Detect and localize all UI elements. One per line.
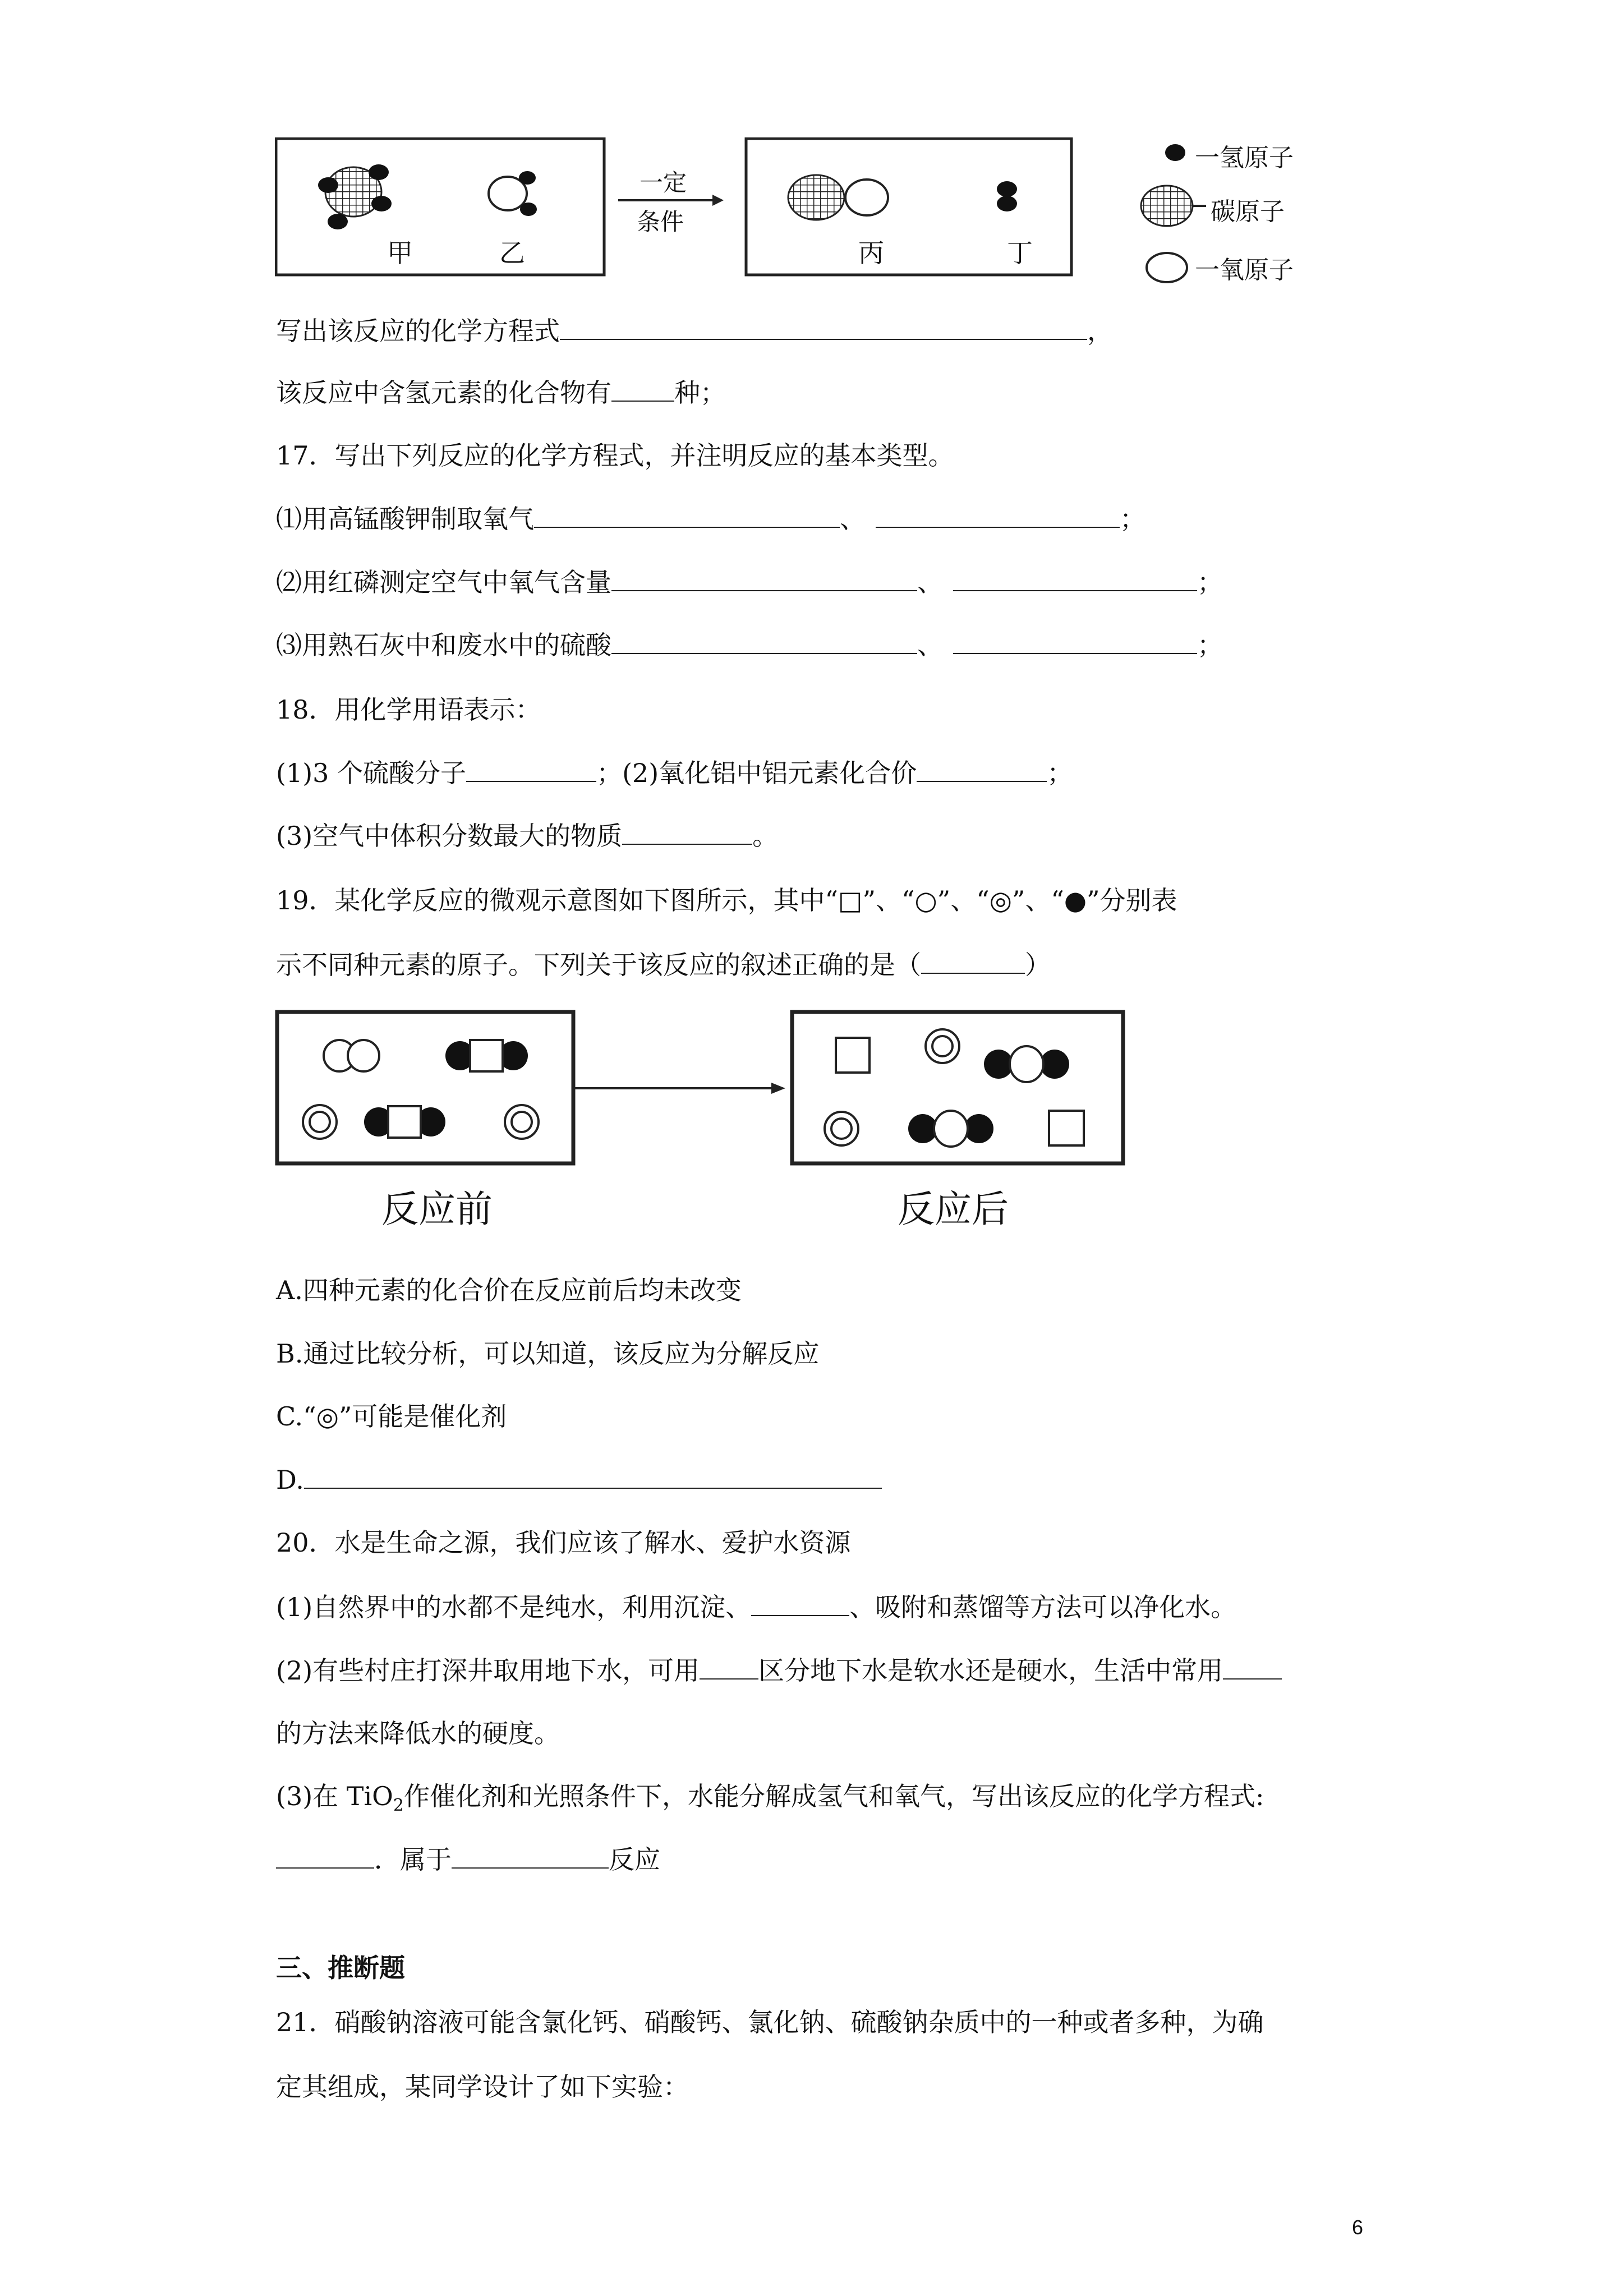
answer-blank[interactable] [611, 628, 917, 654]
section-heading-inference: 三、推断题 [276, 1953, 405, 1983]
q17-title: 17．写出下列反应的化学方程式，并注明反应的基本类型。 [276, 440, 954, 471]
q20-item-1 [276, 1590, 1236, 1624]
q21-stem-1: 21．硝酸钠溶液可能含氯化钙、硝酸钙、氯化钠、硫酸钠杂质中的一种或者多种，为确 [276, 2007, 1264, 2037]
option-b: B.通过比较分析，可以知道，该反应为分解反应 [276, 1338, 820, 1369]
option-d [276, 1463, 882, 1497]
hydrogen-atom-icon [1165, 144, 1185, 161]
arrow-label-top: 一定 [640, 169, 687, 196]
oxygen-atom-icon [1147, 253, 1187, 282]
answer-blank[interactable] [276, 1843, 374, 1869]
text: (3)在 TiO [276, 1781, 393, 1811]
q17-item-3 [276, 628, 1223, 662]
answer-blank[interactable] [953, 628, 1197, 654]
q21-stem-2: 定其组成，某同学设计了如下实验： [276, 2072, 689, 2102]
answer-blank[interactable] [953, 565, 1197, 591]
answer-blank[interactable] [1223, 1654, 1282, 1680]
text: ； [1120, 504, 1145, 534]
q20-item-2-cont: 的方法来降低水的硬度。 [276, 1718, 560, 1749]
legend-hydrogen: 一氢原子 [1195, 144, 1294, 172]
answer-blank[interactable] [304, 1463, 882, 1489]
option-c: C.“◎”可能是催化剂 [276, 1401, 507, 1432]
text: 、吸附和蒸馏等方法可以净化水。 [849, 1592, 1237, 1622]
reaction-diagram-2 [275, 1010, 1128, 1234]
text: 、 [917, 567, 943, 597]
text: ； [1047, 758, 1073, 788]
label-after-reaction: 反应后 [898, 1188, 1009, 1231]
answer-blank[interactable] [534, 502, 840, 528]
text: ； [1197, 567, 1223, 597]
q19-stem-1: 19．某化学反应的微观示意图如下图所示，其中“□”、“○”、“◎”、“●”分别表 [276, 885, 1177, 915]
answer-blank[interactable] [466, 756, 596, 782]
text: ； [1197, 630, 1223, 660]
arrow-label-bottom: 条件 [637, 208, 684, 236]
text: ．属于 [374, 1844, 452, 1875]
label-bing: 丙 [858, 238, 884, 268]
text: 示不同种元素的原子。下列关于该反应的叙述正确的是（ [276, 950, 921, 980]
legend-oxygen: 一氧原子 [1195, 256, 1294, 284]
answer-blank[interactable] [700, 1654, 758, 1680]
q18-item-3 [276, 819, 778, 853]
text: D. [276, 1465, 304, 1495]
text: (3)空气中体积分数最大的物质 [276, 821, 623, 851]
text: ；(2)氧化铝中铝元素化合价 [596, 758, 917, 788]
text: 、 [917, 630, 943, 660]
text: ⑴用高锰酸钾制取氧气 [276, 504, 534, 534]
text: 种； [674, 378, 726, 408]
q17-item-1 [276, 502, 1145, 536]
subscript: 2 [393, 1796, 404, 1816]
q16-compound-line [276, 376, 726, 409]
answer-blank[interactable] [876, 502, 1120, 528]
carbon-atom-icon [1141, 186, 1193, 226]
text: ⑶用熟石灰中和废水中的硫酸 [276, 630, 611, 660]
text: ， [1087, 316, 1113, 346]
answer-blank[interactable] [917, 756, 1047, 782]
q16-equation-line [276, 314, 1113, 348]
q17-item-2 [276, 565, 1223, 599]
answer-blank[interactable] [921, 948, 1025, 974]
option-a: A.四种元素的化合价在反应前后均未改变 [276, 1275, 742, 1305]
text: (1)自然界中的水都不是纯水，利用沉淀、 [276, 1592, 752, 1622]
text: ） [1025, 950, 1051, 980]
text: 。 [752, 821, 779, 851]
label-jia: 甲 [387, 238, 413, 268]
q19-stem-2 [276, 948, 1051, 982]
text: 区分地下水是软水还是硬水，生活中常用 [758, 1655, 1223, 1686]
q20-item-3 [276, 1779, 1264, 1823]
answer-blank[interactable] [611, 565, 917, 591]
page-number: 6 [1351, 2216, 1363, 2239]
reaction-diagram-1 [275, 137, 1397, 283]
text: (2)有些村庄打深井取用地下水，可用 [276, 1655, 700, 1686]
text: 作催化剂和光照条件下，水能分解成氢气和氧气，写出该反应的化学方程式: [403, 1781, 1264, 1811]
answer-blank[interactable] [611, 376, 674, 402]
text: 、 [840, 504, 866, 534]
q20-title: 20．水是生命之源，我们应该了解水、爱护水资源 [276, 1527, 851, 1558]
legend-carbon: 碳原子 [1211, 197, 1285, 226]
reaction-diagram-2-graphics [275, 1010, 1128, 1178]
label-ding: 丁 [1007, 238, 1033, 268]
text: 写出该反应的化学方程式 [276, 316, 560, 346]
answer-blank[interactable] [622, 819, 752, 845]
text: (1)3 个硫酸分子 [276, 758, 467, 788]
q20-item-2 [276, 1654, 1282, 1687]
answer-blank[interactable] [452, 1843, 609, 1869]
q20-item-3-cont [276, 1843, 660, 1876]
answer-blank[interactable] [751, 1590, 849, 1616]
q18-title: 18．用化学用语表示： [276, 694, 541, 725]
label-yi: 乙 [499, 238, 525, 268]
text: 反应 [609, 1844, 660, 1875]
label-before-reaction: 反应前 [381, 1188, 493, 1231]
q18-items-1-2 [276, 756, 1073, 790]
text: 该反应中含氢元素的化合物有 [276, 378, 611, 408]
answer-blank[interactable] [560, 314, 1087, 340]
text: ⑵用红磷测定空气中氧气含量 [276, 567, 611, 597]
